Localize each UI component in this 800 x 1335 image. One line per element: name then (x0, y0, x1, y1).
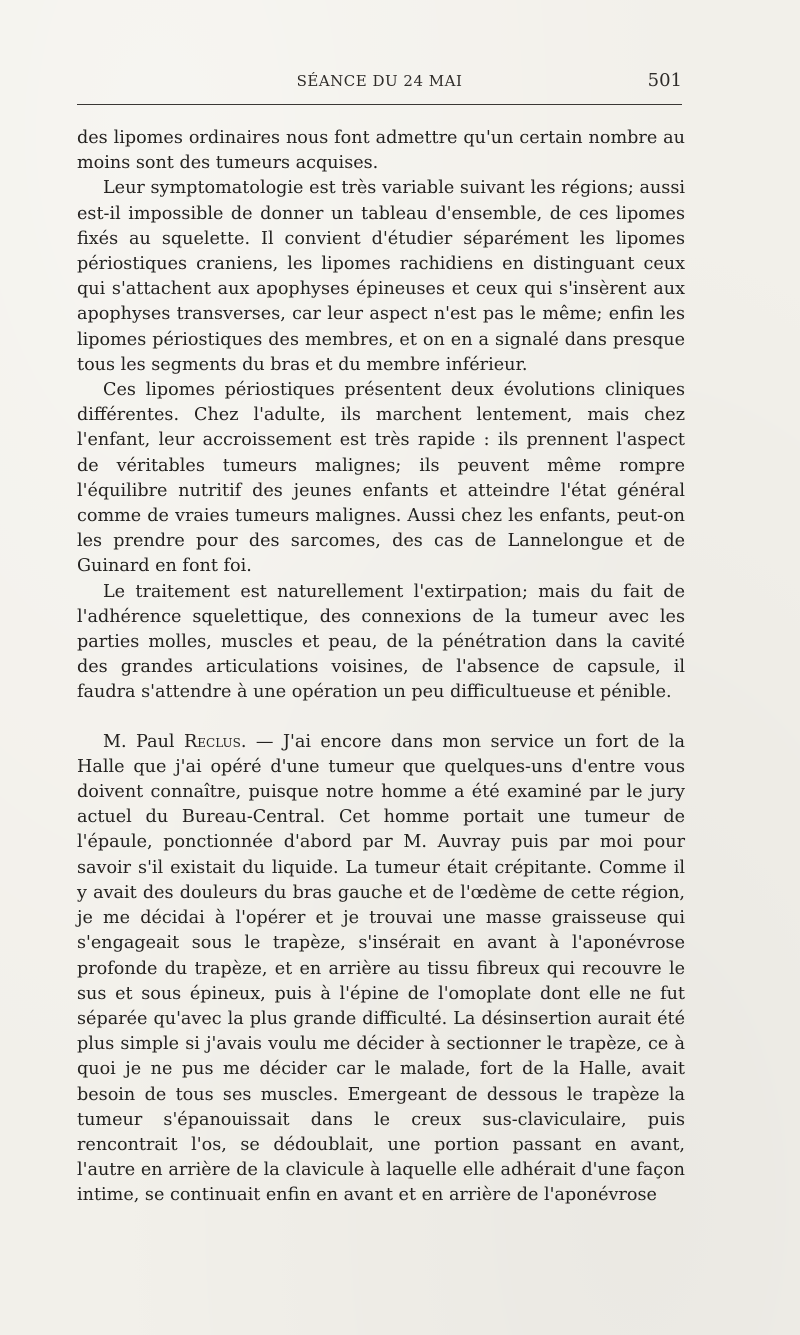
paragraph-4: Le traitement est naturellement l'extirpation; mais du fait de l'adhérence squelettique, des connexions de la tumeur avec les parties molles, muscles et peau, de la pénétration dans la cavité des grandes articulations voisines, de l'absence de capsule, il faudra s'attendre à une opération un peu difficultueuse et pénible. (77, 581, 685, 703)
paragraph-1: des lipomes ordinaires nous font admettre qu'un certain nombre au moins sont des tumeurs acquises. (77, 128, 685, 174)
running-header (77, 72, 682, 98)
header-title: SÉANCE DU 24 MAI (296, 72, 463, 90)
paragraph-2: Leur symptomatologie est très variable suivant les régions; aussi est-il impossible de donner un tableau d'ensemble, de ces lipomes fixés au squelette. Il convient d'étudier séparément les lipomes périostiques craniens, les lipomes rachidiens en distinguant ceux qui s'attachent aux apophyses épineuses et ceux qui s'insèrent aux apophyses transverses, car leur aspect n'est pas le même; enfin les lipomes périostiques des membres, et on en a signalé dans presque tous les segments du bras et du membre inférieur. (77, 178, 685, 375)
speaker-name: Reclus. (184, 731, 247, 752)
paragraph-5-text: — J'ai encore dans mon service un fort de la Halle que j'ai opéré d'une tumeur que quelques-uns d'entre vous doivent connaître, puisque notre homme a été examiné par le jury actuel du Bureau-Central. Cet homme portait une tumeur de l'épaule, ponctionnée d'abord par M. Auvray puis par moi pour savoir s'il existait du liquide. La tumeur était crépitante. Comme il y avait des douleurs du bras gauche et de l'œdème de cette région, je me décidai à l'opérer et je trouvai une masse graisseuse qui s'engageait sous le trapèze, s'insérait en avant à l'aponévrose profonde du trapèze, et en arrière au tissu fibreux qui recouvre le sus et sous épineux, puis à l'épine de l'omoplate dont elle ne fut séparée qu'avec la plus grande difficulté. La désinsertion aurait été plus simple si j'avais voulu me décider à sectionner le trapèze, ce à quoi je ne pus me décider car le malade, fort de la Halle, avait besoin de tous ses muscles. Emergeant de dessous le trapèze la tumeur s'épanouissait dans le creux sus-claviculaire, puis rencontrait l'os, se dédoublait, une portion passant en avant, l'autre en arrière de la clavicule à laquelle elle adhérait d'une façon intime, se continuait enfin en avant et en arrière de l'aponévrose (77, 731, 685, 1206)
paragraph-5 (77, 730, 685, 1209)
paragraph-3: Ces lipomes périostiques présentent deux évolutions cliniques différentes. Chez l'adulte, ils marchent lentement, mais chez l'enfant, leur accroissement est très rapide : ils prennent l'aspect de véritables tumeurs malignes; ils peuvent même rompre l'équilibre nutritif des jeunes enfants et atteindre l'état général comme de vraies tumeurs malignes. Aussi chez les enfants, peut-on les prendre pour des sarcomes, des cas de Lannelongue et de Guinard en font foi. (77, 380, 685, 577)
header-rule (77, 104, 682, 105)
page-number: 501 (647, 70, 682, 91)
body-text (77, 126, 685, 1209)
speaker-prefix: M. Paul (103, 731, 175, 752)
